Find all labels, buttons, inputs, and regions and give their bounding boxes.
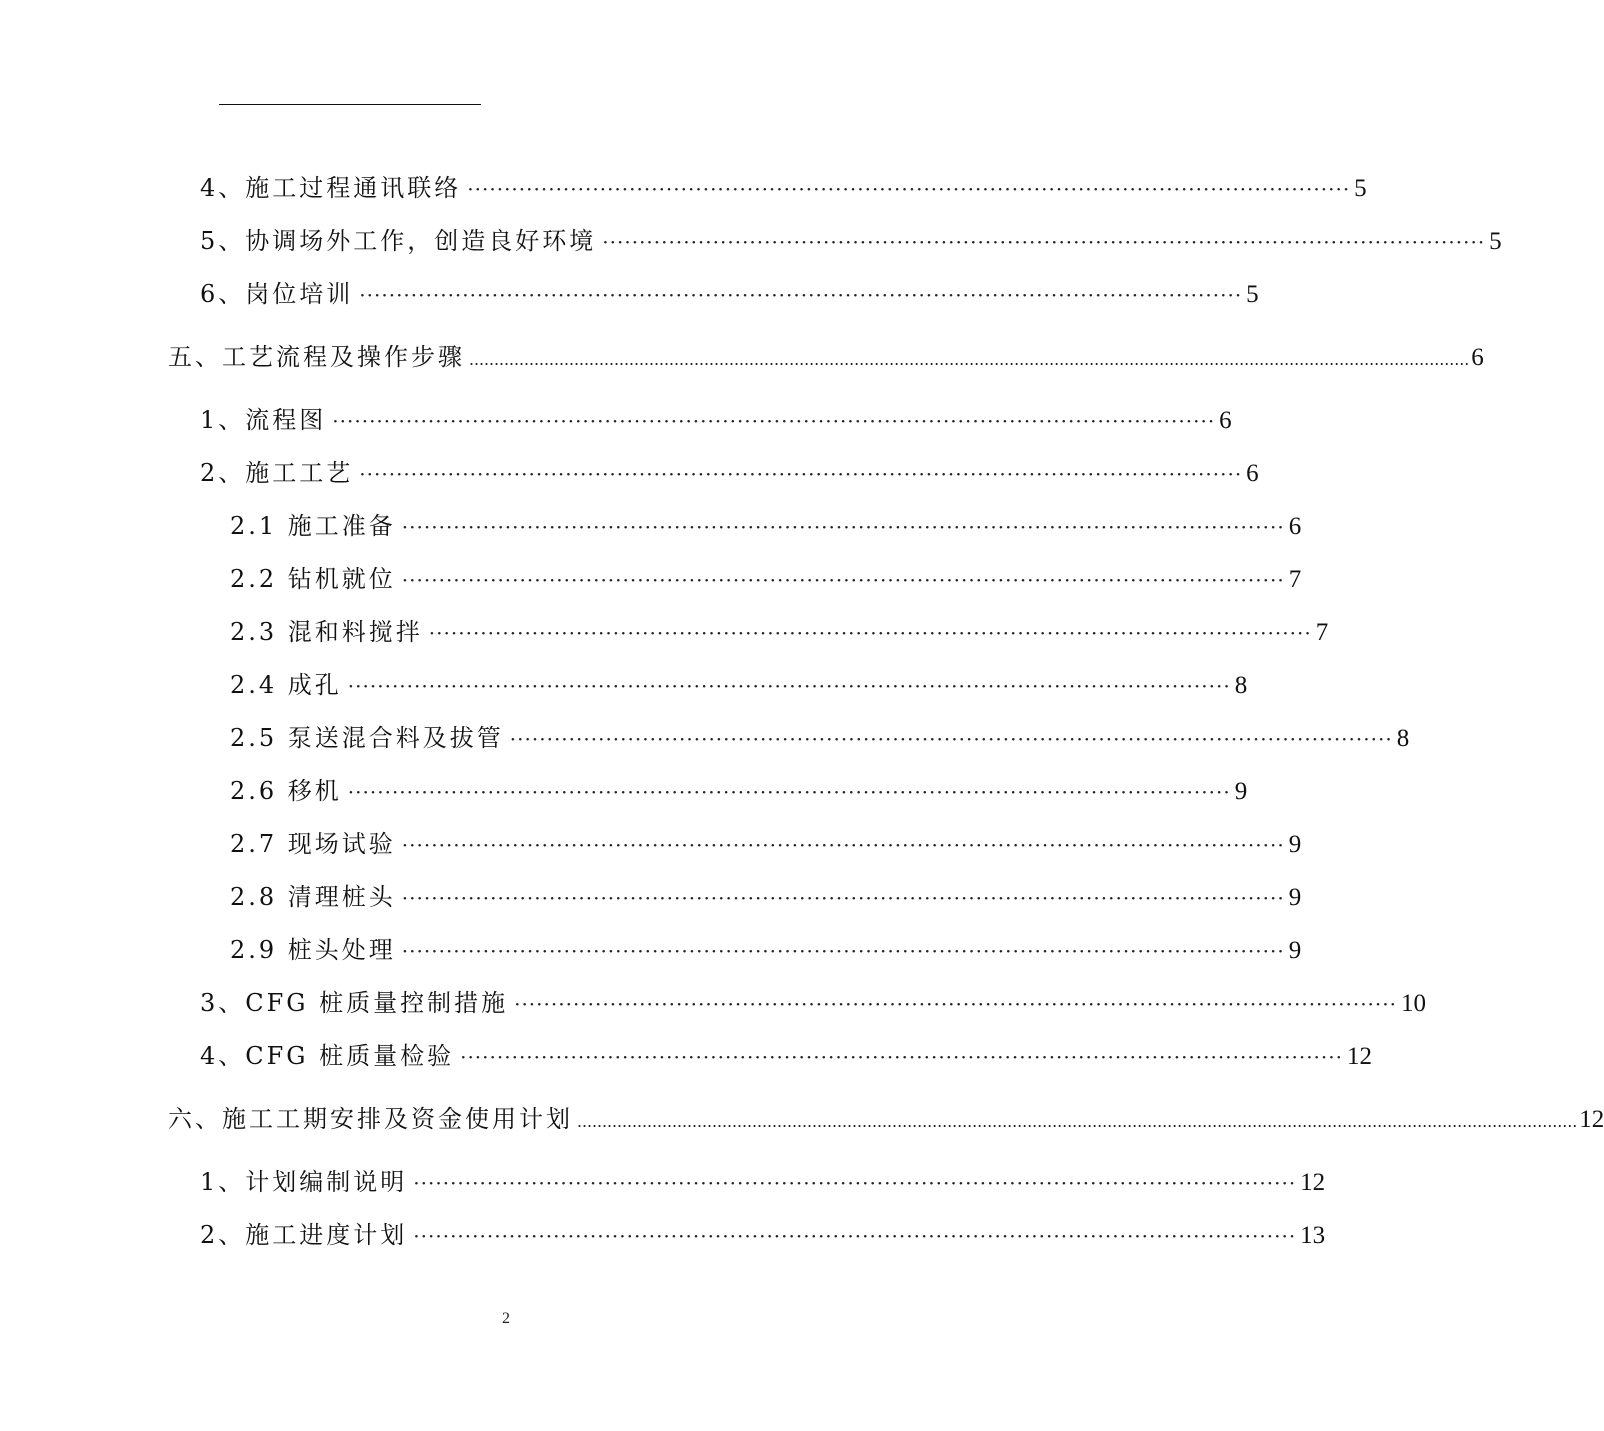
toc-entry-title: 2.8 清理桩头 [230,883,396,911]
toc-entry-page: 7 [1315,619,1329,646]
toc-entry-title: 1、计划编制说明 [200,1168,408,1196]
toc-entry-page: 6 [1219,407,1232,434]
toc-dot-leader: ························································································································ [509,727,1393,751]
toc-entry-title: 1、流程图 [200,406,327,434]
toc-dot-leader: ........................................................................................................................................................................................................ [577,1111,1578,1131]
toc-entry-title: 2.2 钻机就位 [230,565,396,593]
toc-entry-page: 8 [1234,672,1248,699]
toc-entry-title: 2.6 移机 [230,777,342,805]
toc-entry-page: 8 [1396,725,1410,752]
toc-entry[interactable] [230,881,1302,914]
toc-entry-title: 2.9 桩头处理 [230,936,396,964]
toc-entry-title: 六、施工工期安排及资金使用计划 [168,1105,573,1133]
toc-entry-page: 12 [1300,1169,1326,1196]
toc-dot-leader: ························································································································ [401,833,1285,857]
toc-entry[interactable] [230,669,1248,702]
top-rule [219,104,481,105]
toc-entry-page: 6 [1246,460,1259,487]
toc-dot-leader: ························································································································ [602,230,1486,254]
toc-dot-leader: ························································································································ [460,1045,1343,1069]
toc-entry-page: 9 [1234,778,1248,805]
toc-dot-leader: ························································································································ [347,674,1231,698]
toc-entry[interactable] [230,722,1410,755]
toc-entry-title: 2.3 混和料搅拌 [230,618,423,646]
toc-entry-title: 2、施工工艺 [200,459,354,487]
toc-entry-page: 7 [1288,566,1302,593]
toc-dot-leader: ························································································································ [332,409,1216,433]
toc-entry[interactable] [168,341,1484,375]
toc-entry-page: 9 [1288,831,1302,858]
toc-entry-title: 2.1 施工准备 [230,512,396,540]
toc-entry-page: 6 [1471,344,1484,371]
toc-entry-title: 2.4 成孔 [230,671,342,699]
toc-entry[interactable] [200,278,1259,311]
toc-entry-title: 5、协调场外工作，创造良好环境 [200,227,597,255]
toc-entry[interactable] [200,987,1426,1020]
toc-entry-page: 5 [1489,228,1502,255]
toc-entry[interactable] [200,1040,1372,1073]
toc-dot-leader: ························································································································ [347,780,1231,804]
toc-dot-leader: ························································································································ [401,568,1285,592]
toc-entry-page: 10 [1400,990,1426,1017]
toc-entry[interactable] [200,172,1367,205]
toc-entry-title: 五、工艺流程及操作步骤 [168,343,465,371]
toc-entry[interactable] [200,1219,1326,1252]
toc-entry[interactable] [200,225,1502,258]
toc-dot-leader: ························································································································ [401,886,1285,910]
toc-entry-title: 6、岗位培训 [200,280,354,308]
toc-dot-leader: ························································································································ [401,515,1285,539]
toc-entry-page: 5 [1246,281,1259,308]
toc-dot-leader: ························································································································ [413,1171,1297,1195]
toc-entry-page: 9 [1288,884,1302,911]
toc-entry[interactable] [200,457,1259,490]
toc-entry[interactable] [230,563,1302,596]
toc-entry-title: 4、施工过程通讯联络 [200,174,462,202]
toc-entry[interactable] [230,934,1302,967]
toc-dot-leader: ························································································································ [467,177,1351,201]
toc-entry-title: 2.5 泵送混合料及拔管 [230,724,504,752]
toc-entry-title: 3、CFG 桩质量控制措施 [200,989,509,1017]
toc-dot-leader: ························································································································ [514,992,1397,1016]
toc-entry-title: 4、CFG 桩质量检验 [200,1042,455,1070]
toc-entry-page: 13 [1300,1222,1326,1249]
toc-dot-leader: ........................................................................................................................................................................................................ [469,349,1470,369]
toc-entry-page: 5 [1354,175,1367,202]
toc-entry-title: 2、施工进度计划 [200,1221,408,1249]
toc-entry-page: 12 [1579,1106,1604,1133]
toc-dot-leader: ························································································································ [428,621,1312,645]
toc-entry-page: 9 [1288,937,1302,964]
toc-entry[interactable] [230,775,1248,808]
toc-entry-title: 2.7 现场试验 [230,830,396,858]
toc-entry[interactable] [200,404,1232,437]
toc-entry[interactable] [230,828,1302,861]
toc-dot-leader: ························································································································ [359,462,1243,486]
toc-dot-leader: ························································································································ [401,939,1285,963]
toc-entry-page: 12 [1346,1043,1372,1070]
toc-entry[interactable] [200,1166,1326,1199]
toc-entry[interactable] [168,1103,1604,1137]
toc-entry-page: 6 [1288,513,1302,540]
toc-dot-leader: ························································································································ [359,283,1243,307]
toc-entry[interactable] [230,510,1302,543]
toc-entry[interactable] [230,616,1329,649]
page-number: 2 [502,1310,510,1327]
toc-dot-leader: ························································································································ [413,1224,1297,1248]
